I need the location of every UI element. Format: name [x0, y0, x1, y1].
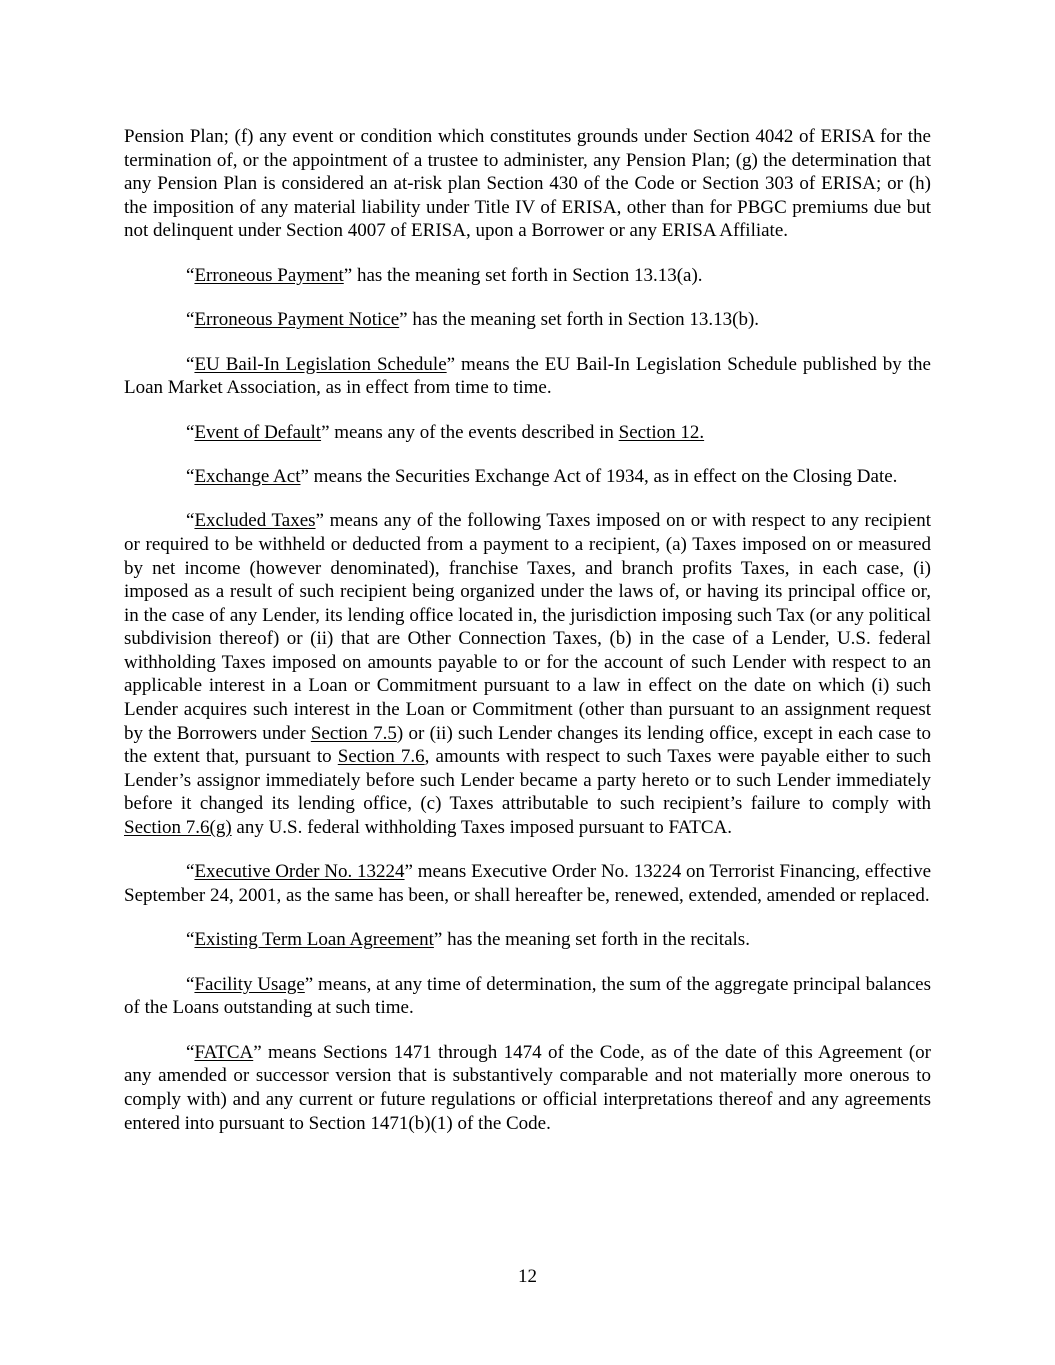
text-segment: ) or (ii) such Lender changes its lending office, except in each case to the extent that, pursuant to — [124, 722, 931, 768]
text-segment: “ — [186, 309, 195, 331]
text-segment: “ — [186, 510, 195, 532]
underlined-term: Erroneous Payment Notice — [194, 309, 400, 331]
definition-event-of-default — [124, 421, 931, 445]
definition-facility-usage — [124, 973, 931, 1020]
text-segment: ” means any of the following Taxes imposed on or with respect to any recipient or required to be withheld or deducted from a payment to a recipient, (a) Taxes imposed on or measured by net income (however denominated), franchise Taxes, and branch profits Taxes, in each case, (i) imposed as a result of such recipient being organized under the laws of, or having its principal office or, in the case of any Lender, its lending office located in, the jurisdiction imposing such Tax (or any political subdivision thereof) or (ii) that are Other Connection Taxes, (b) in the case of a Lender, U.S. federal withholding Taxes imposed on amounts payable to or for the account of such Lender with respect to an applicable interest in a Loan or Commitment pursuant to a law in effect on the date on which (i) such Lender acquires such interest in the Loan or Commitment (other than pursuant to an assignment request by the Borrowers under — [124, 510, 931, 744]
underlined-term: Facility Usage — [194, 973, 305, 995]
text-segment: ” means the Securities Exchange Act of 1934, as in effect on the Closing Date. — [300, 465, 898, 487]
document-page — [124, 125, 931, 1156]
underlined-term: Section 7.5 — [310, 722, 397, 744]
underlined-term: Erroneous Payment — [194, 264, 344, 286]
underlined-term: FATCA — [194, 1041, 254, 1063]
definition-executive-order-13224 — [124, 860, 931, 907]
underlined-term: Event of Default — [194, 421, 322, 443]
page-number: 12 — [518, 1266, 537, 1287]
text-segment: “ — [186, 973, 195, 995]
text-segment: ” means, at any time of determination, the sum of the aggregate principal balances of the Loans outstanding at such time. — [124, 973, 931, 1019]
text-segment: Pension Plan; (f) any event or condition which constitutes grounds under Section 4042 of ERISA for the termination of, or the appointment of a trustee to administer, any Pension Plan; (g) the determination that any Pension Plan is considered an at-risk plan Section 430 of the Code or Section 303 of ERISA; or (h) the imposition of any material liability under Title IV of ERISA, other than for PBGC premiums due but not delinquent under Section 4007 of ERISA, upon a Borrower or any ERISA Affiliate. — [124, 126, 931, 242]
text-segment: “ — [186, 1041, 195, 1063]
text-segment: “ — [186, 929, 195, 951]
text-segment: , amounts with respect to such Taxes were payable either to such Lender’s assignor immediately before such Lender became a party hereto or to such Lender immediately before it changed its lending office, (c) Taxes attributable to such recipient’s failure to comply with — [124, 746, 931, 815]
text-segment: ” has the meaning set forth in Section 13.13(a). — [343, 264, 703, 286]
text-segment: ” means any of the events described in — [321, 421, 619, 443]
text-segment: ” has the meaning set forth in the recitals. — [433, 929, 750, 951]
text-segment: any U.S. federal withholding Taxes imposed pursuant to FATCA. — [231, 817, 733, 839]
underlined-term: Section 7.6(g) — [124, 817, 232, 839]
underlined-term: Executive Order No. 13224 — [194, 861, 405, 883]
text-segment: ” has the meaning set forth in Section 13.13(b). — [399, 309, 760, 331]
underlined-term: EU Bail-In Legislation Schedule — [194, 353, 447, 375]
definition-existing-term-loan-agreement — [124, 928, 931, 952]
underlined-term: Excluded Taxes — [194, 510, 316, 532]
text-segment: ” means Executive Order No. 13224 on Terrorist Financing, effective September 24, 2001, as the same has been, or shall hereafter be, renewed, extended, amended or replaced. — [124, 861, 931, 907]
paragraph-erisa-event-continued — [124, 125, 931, 243]
definition-eu-bail-in-legislation-schedule — [124, 353, 931, 400]
underlined-term: Existing Term Loan Agreement — [194, 929, 434, 951]
text-segment: ” means the EU Bail-In Legislation Schedule published by the Loan Market Association, as in effect from time to time. — [124, 353, 931, 399]
definition-exchange-act — [124, 465, 931, 489]
definitions-body — [124, 125, 931, 1135]
definition-fatca — [124, 1041, 931, 1135]
text-segment: “ — [186, 421, 195, 443]
underlined-term: Exchange Act — [194, 465, 301, 487]
definition-erroneous-payment — [124, 264, 931, 288]
text-segment: “ — [186, 353, 195, 375]
definition-erroneous-payment-notice — [124, 308, 931, 332]
underlined-term: Section 7.6 — [337, 746, 425, 768]
text-segment: “ — [186, 465, 195, 487]
text-segment: “ — [186, 861, 195, 883]
text-segment: ” means Sections 1471 through 1474 of the Code, as of the date of this Agreement (or any amended or successor version that is substantively comparable and not materially more onerous to comply with) and any current or future regulations or official interpretations thereof and any agreements entered into pursuant to Section 1471(b)(1) of the Code. — [124, 1041, 931, 1134]
underlined-term: Section 12. — [618, 421, 705, 443]
definition-excluded-taxes — [124, 509, 931, 839]
text-segment: “ — [186, 264, 195, 286]
